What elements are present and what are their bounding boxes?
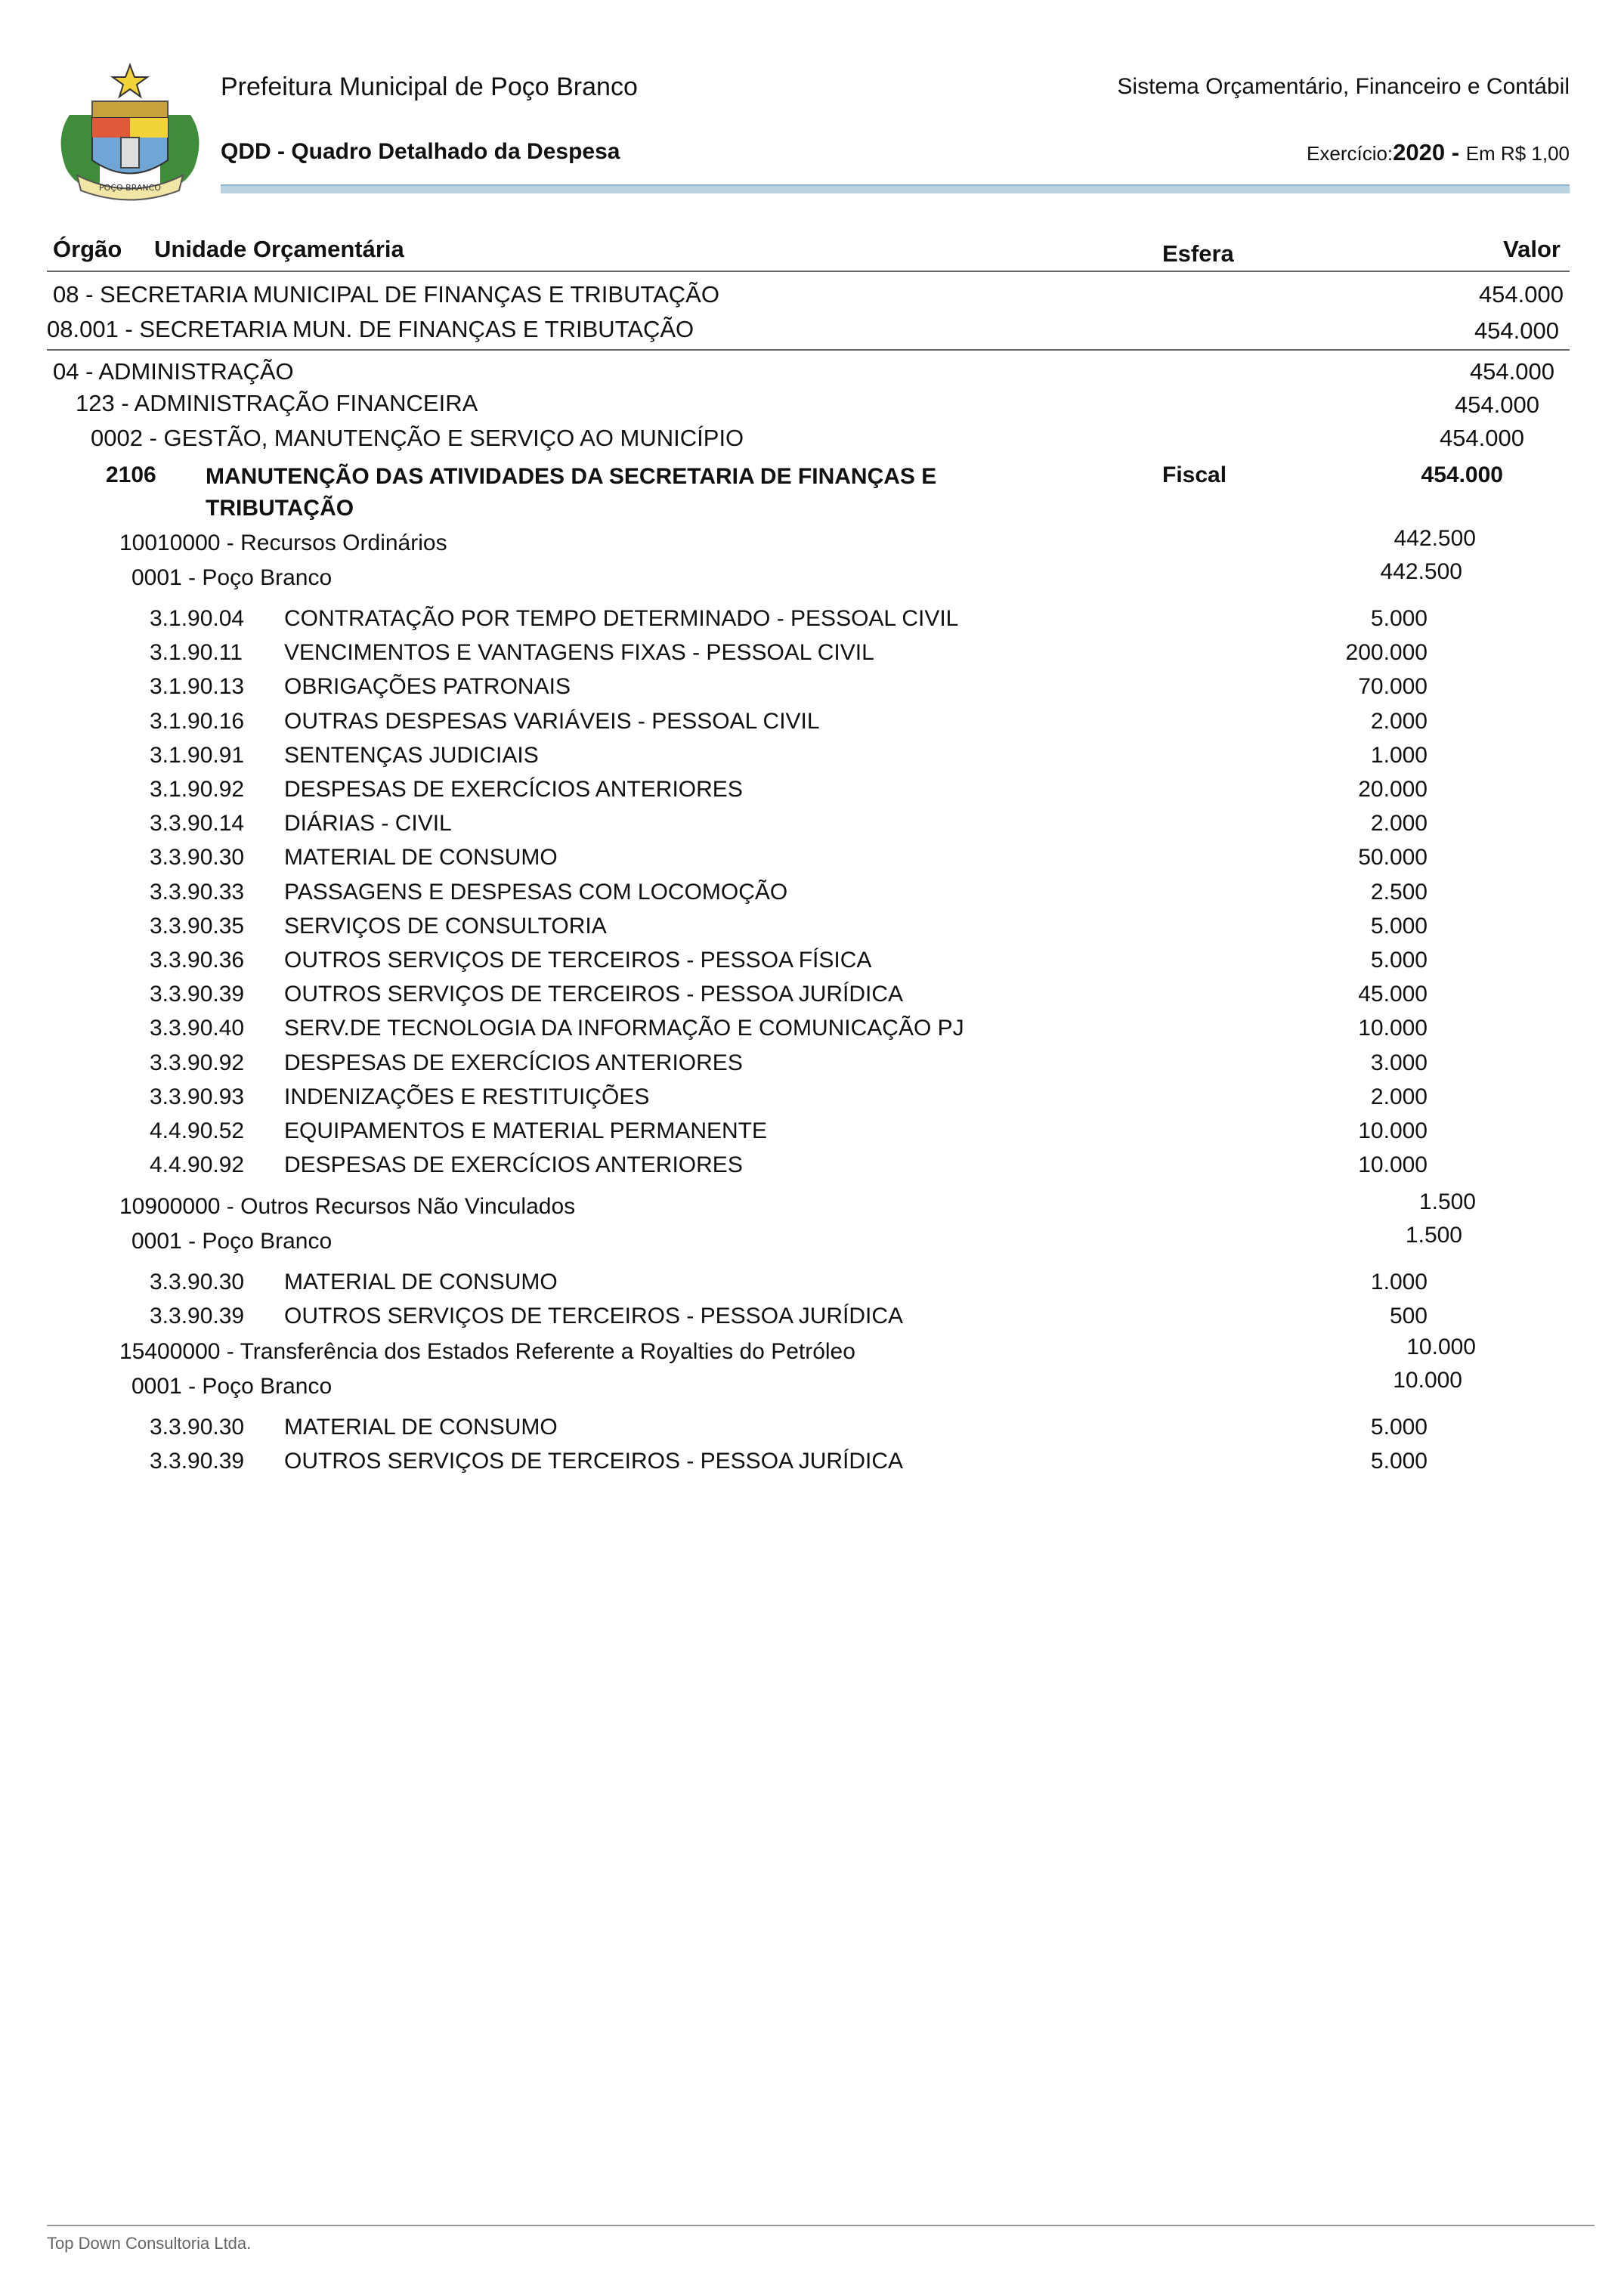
expense-description: INDENIZAÇÕES E RESTITUIÇÕES xyxy=(284,1084,650,1109)
expense-code: 3.3.90.39 xyxy=(150,1304,245,1329)
resource-source-label: 10900000 - Outros Recursos Não Vinculados xyxy=(119,1194,576,1219)
footer-company: Top Down Consultoria Ltda. xyxy=(47,2234,252,2253)
expense-description: DESPESAS DE EXERCÍCIOS ANTERIORES xyxy=(284,777,743,802)
expense-description: DESPESAS DE EXERCÍCIOS ANTERIORES xyxy=(284,1152,743,1178)
header-rule xyxy=(221,184,1570,193)
programa-value: 454.000 xyxy=(1439,425,1524,451)
expense-value: 500 xyxy=(1389,1304,1428,1329)
funcao-label: 04 - ADMINISTRAÇÃO xyxy=(53,358,294,385)
programa-label: 0002 - GESTÃO, MANUTENÇÃO E SERVIÇO AO MUNICÍPIO xyxy=(91,425,744,451)
expense-value: 2.000 xyxy=(1370,708,1428,734)
expense-code: 3.3.90.39 xyxy=(150,982,245,1007)
resource-source-label: 10010000 - Recursos Ordinários xyxy=(119,530,447,555)
expense-description: DESPESAS DE EXERCÍCIOS ANTERIORES xyxy=(284,1050,743,1075)
subfuncao-value: 454.000 xyxy=(1454,391,1539,418)
expense-code: 3.3.90.92 xyxy=(150,1050,245,1075)
currency-unit: Em R$ 1,00 xyxy=(1465,142,1570,165)
municipal-crest-logo xyxy=(47,62,213,206)
expense-description: DIÁRIAS - CIVIL xyxy=(284,811,452,837)
expense-code: 3.1.90.16 xyxy=(150,708,245,734)
expense-description: OUTROS SERVIÇOS DE TERCEIROS - PESSOA JURÍDICA xyxy=(284,982,904,1007)
report-title: QDD - Quadro Detalhado da Despesa xyxy=(221,139,620,164)
expense-code: 3.1.90.13 xyxy=(150,674,245,700)
expense-description: OBRIGAÇÕES PATRONAIS xyxy=(284,674,571,700)
expense-value: 200.000 xyxy=(1345,640,1428,666)
acao-title-line1: MANUTENÇÃO DAS ATIVIDADES DA SECRETARIA DE FINANÇAS E xyxy=(206,464,937,489)
expense-description: SENTENÇAS JUDICIAIS xyxy=(284,742,539,768)
col-esfera: Esfera xyxy=(1162,240,1234,267)
expense-code: 3.3.90.40 xyxy=(150,1016,245,1041)
expense-code: 4.4.90.92 xyxy=(150,1152,245,1178)
expense-description: SERV.DE TECNOLOGIA DA INFORMAÇÃO E COMUNICAÇÃO PJ xyxy=(284,1016,964,1041)
acao-title-line2: TRIBUTAÇÃO xyxy=(206,496,354,521)
acao-code: 2106 xyxy=(106,462,156,487)
resource-sub-value: 442.500 xyxy=(1380,559,1462,584)
expense-code: 3.3.90.14 xyxy=(150,811,245,837)
expense-code: 3.3.90.35 xyxy=(150,913,245,939)
expense-value: 45.000 xyxy=(1358,982,1428,1007)
org-title: Prefeitura Municipal de Poço Branco xyxy=(221,73,638,101)
expense-code: 3.3.90.30 xyxy=(150,1270,245,1294)
expense-value: 5.000 xyxy=(1370,948,1428,973)
expense-description: MATERIAL DE CONSUMO xyxy=(284,1270,558,1294)
expense-code: 3.3.90.36 xyxy=(150,948,245,973)
expense-value: 10.000 xyxy=(1358,1118,1428,1143)
expense-value: 5.000 xyxy=(1370,606,1428,631)
expense-description: MATERIAL DE CONSUMO xyxy=(284,1415,558,1440)
unidade-label: 08.001 - SECRETARIA MUN. DE FINANÇAS E TRIBUTAÇÃO xyxy=(47,316,694,342)
expense-code: 3.1.90.04 xyxy=(150,606,245,631)
expense-description: OUTRAS DESPESAS VARIÁVEIS - PESSOAL CIVIL xyxy=(284,708,820,734)
expense-value: 2.000 xyxy=(1370,1084,1428,1109)
acao-value: 454.000 xyxy=(1421,462,1503,487)
expense-value: 1.000 xyxy=(1370,1270,1428,1294)
resource-sub-value: 1.500 xyxy=(1405,1223,1462,1248)
expense-description: MATERIAL DE CONSUMO xyxy=(284,845,558,871)
expense-description: EQUIPAMENTOS E MATERIAL PERMANENTE xyxy=(284,1118,767,1143)
subfuncao-label: 123 - ADMINISTRAÇÃO FINANCEIRA xyxy=(76,390,478,416)
expense-code: 3.3.90.33 xyxy=(150,879,245,905)
expense-value: 3.000 xyxy=(1370,1050,1428,1075)
expense-code: 3.1.90.91 xyxy=(150,742,245,768)
resource-source-value: 10.000 xyxy=(1406,1335,1476,1359)
expense-code: 3.3.90.30 xyxy=(150,845,245,871)
expense-value: 2.000 xyxy=(1370,811,1428,837)
expense-value: 70.000 xyxy=(1358,674,1428,700)
resource-source-label: 15400000 - Transferência dos Estados Referente a Royalties do Petróleo xyxy=(119,1339,855,1364)
expense-description: SERVIÇOS DE CONSULTORIA xyxy=(284,913,607,939)
resource-sub-value: 10.000 xyxy=(1393,1368,1462,1393)
expense-value: 5.000 xyxy=(1370,1449,1428,1474)
unidade-value: 454.000 xyxy=(1474,317,1559,344)
expense-description: PASSAGENS E DESPESAS COM LOCOMOÇÃO xyxy=(284,879,788,905)
exercise-info xyxy=(1307,139,1570,166)
resource-sub-label: 0001 - Poço Branco xyxy=(131,565,333,590)
resource-sub-label: 0001 - Poço Branco xyxy=(131,1229,333,1254)
col-valor: Valor xyxy=(1503,236,1561,262)
resource-sub-label: 0001 - Poço Branco xyxy=(131,1374,333,1399)
acao-esfera: Fiscal xyxy=(1162,462,1227,487)
expense-value: 2.500 xyxy=(1370,879,1428,905)
expense-code: 4.4.90.52 xyxy=(150,1118,245,1143)
orgao-label: 08 - SECRETARIA MUNICIPAL DE FINANÇAS E TRIBUTAÇÃO xyxy=(53,281,719,308)
expense-code: 3.3.90.93 xyxy=(150,1084,245,1109)
funcao-value: 454.000 xyxy=(1469,358,1554,385)
expense-description: OUTROS SERVIÇOS DE TERCEIROS - PESSOA JURÍDICA xyxy=(284,1449,904,1474)
expense-code: 3.1.90.92 xyxy=(150,777,245,802)
expense-value: 50.000 xyxy=(1358,845,1428,871)
expense-value: 1.000 xyxy=(1370,742,1428,768)
expense-description: OUTROS SERVIÇOS DE TERCEIROS - PESSOA JURÍDICA xyxy=(284,1304,904,1329)
column-header-rule xyxy=(47,271,1570,272)
expense-value: 10.000 xyxy=(1358,1152,1428,1178)
expense-code: 3.3.90.30 xyxy=(150,1415,245,1440)
expense-value: 20.000 xyxy=(1358,777,1428,802)
expense-value: 5.000 xyxy=(1370,913,1428,939)
col-unidade: Unidade Orçamentária xyxy=(154,236,404,262)
expense-code: 3.3.90.39 xyxy=(150,1449,245,1474)
resource-source-value: 442.500 xyxy=(1394,526,1476,551)
resource-source-value: 1.500 xyxy=(1418,1189,1476,1214)
expense-description: OUTROS SERVIÇOS DE TERCEIROS - PESSOA FÍSICA xyxy=(284,948,872,973)
currency-separator: - xyxy=(1445,139,1466,165)
system-title: Sistema Orçamentário, Financeiro e Contábil xyxy=(1117,74,1570,99)
exercise-year: 2020 xyxy=(1393,139,1446,165)
expense-value: 10.000 xyxy=(1358,1016,1428,1041)
col-orgao: Órgão xyxy=(53,236,122,262)
expense-value: 5.000 xyxy=(1370,1415,1428,1440)
orgao-value: 454.000 xyxy=(1478,281,1564,308)
svg-text:POÇO BRANCO: POÇO BRANCO xyxy=(99,183,161,193)
footer-rule xyxy=(47,2225,1595,2226)
unit-rule xyxy=(47,349,1570,351)
exercise-label: Exercício: xyxy=(1307,142,1394,165)
expense-description: CONTRATAÇÃO POR TEMPO DETERMINADO - PESSOAL CIVIL xyxy=(284,606,959,631)
expense-code: 3.1.90.11 xyxy=(150,640,243,666)
expense-description: VENCIMENTOS E VANTAGENS FIXAS - PESSOAL CIVIL xyxy=(284,640,874,666)
